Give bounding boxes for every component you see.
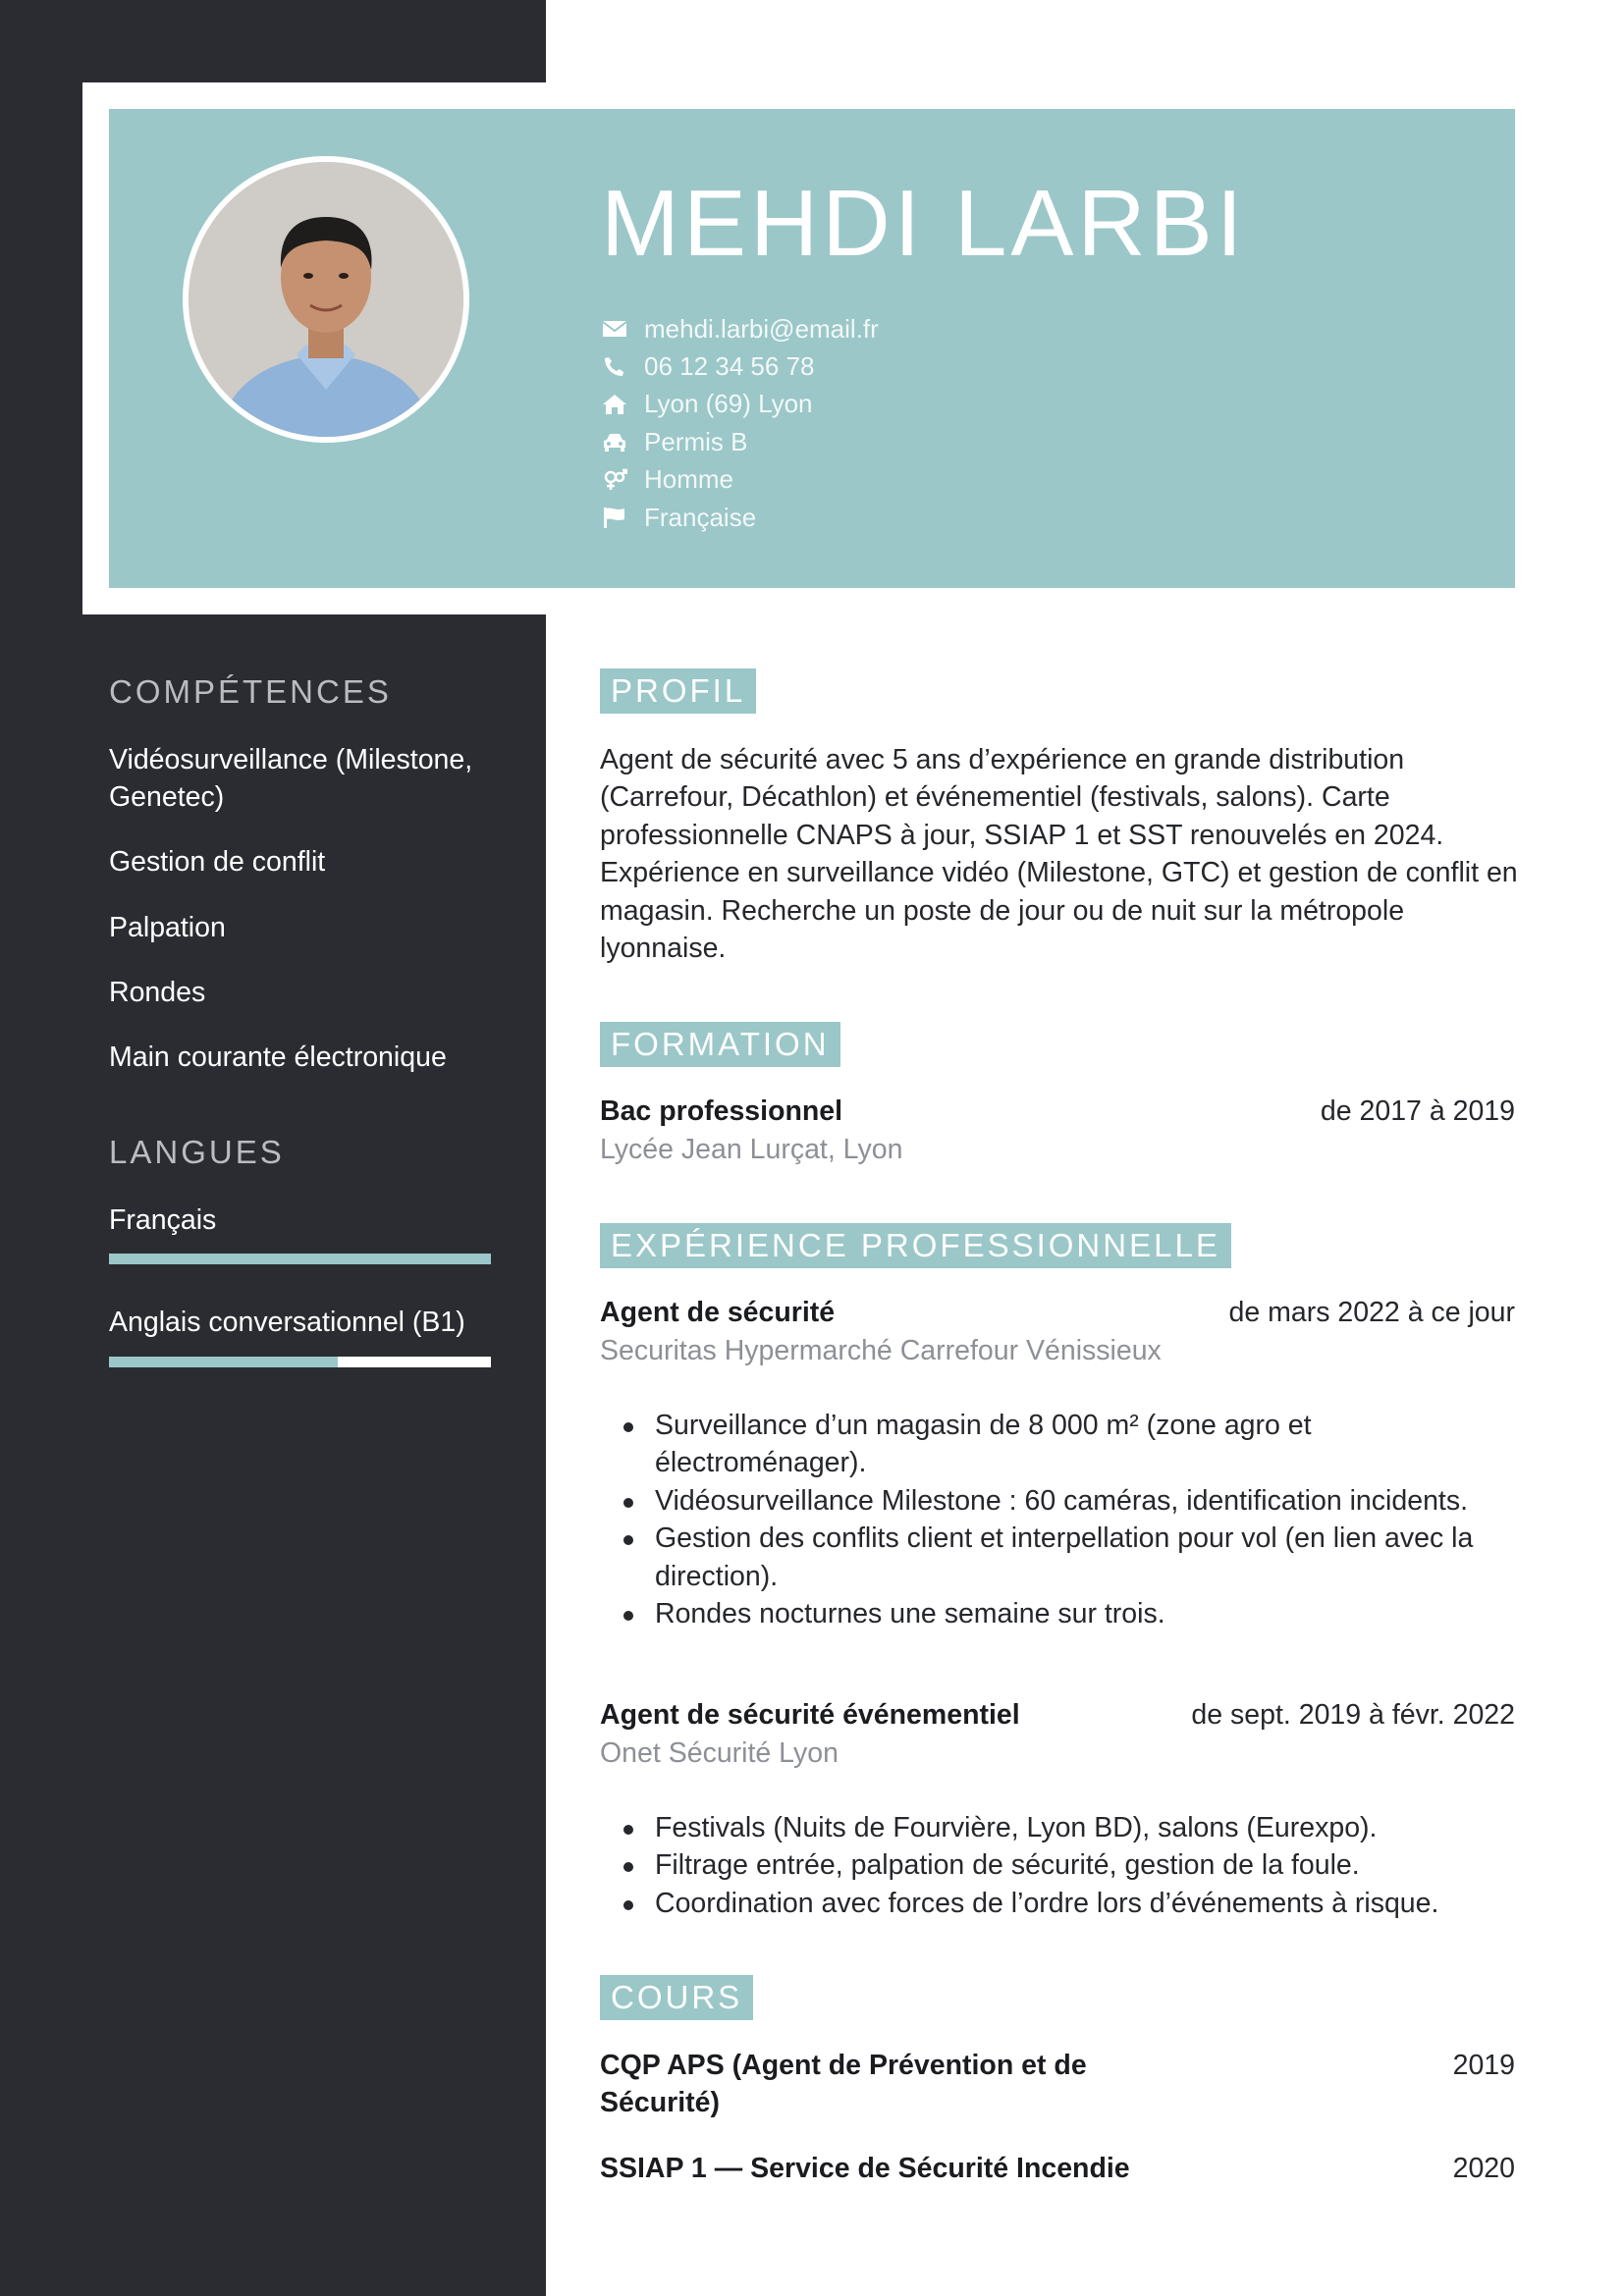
course-year: 2020 bbox=[1452, 2153, 1515, 2184]
contact-phone-text: 06 12 34 56 78 bbox=[644, 351, 815, 382]
bullet-item bbox=[600, 1407, 1523, 1482]
experience-role: Agent de sécurité bbox=[600, 1297, 836, 1328]
contact-license-text: Permis B bbox=[644, 426, 748, 456]
gender-icon bbox=[601, 467, 628, 493]
section-title-courses: COURS bbox=[600, 1975, 753, 2020]
bullet-text: Vidéosurveillance Milestone : 60 caméras, identification incidents. bbox=[655, 1484, 1469, 1517]
contact-nationality bbox=[601, 499, 879, 536]
bullet-item bbox=[600, 1809, 1523, 1846]
experience-company: Onet Sécurité Lyon bbox=[600, 1737, 839, 1769]
contact-license bbox=[601, 423, 879, 460]
bullet-text: Rondes nocturnes une semaine sur trois. bbox=[655, 1598, 1165, 1630]
experience-dates: de mars 2022 à ce jour bbox=[1228, 1297, 1515, 1328]
education-degree: Bac professionnel bbox=[600, 1095, 843, 1127]
experience-dates: de sept. 2019 à févr. 2022 bbox=[1191, 1699, 1515, 1731]
education-dates: de 2017 à 2019 bbox=[1320, 1095, 1515, 1127]
contact-gender bbox=[601, 461, 879, 499]
bullet-dot bbox=[623, 1900, 633, 1910]
language-level-bar bbox=[109, 1357, 491, 1367]
skill-item: Rondes bbox=[109, 977, 206, 1008]
skill-item: Gestion de conflit bbox=[109, 846, 326, 878]
profile-text: Agent de sécurité avec 5 ans d’expérience en grande distribution (Carrefour, Décathlon) et événementiel (festivals, salons). Carte professionnelle CNAPS à jour, SSIAP 1 et SST renouvelés en 2024. Expérience en surveillance vidéo (Milestone, GTC) et gestion de conflit en magasin. Recherche un poste de jour ou de nuit sur la métropole lyonnaise. bbox=[600, 744, 1518, 965]
contact-nationality-text: Française bbox=[644, 502, 757, 532]
bullet-text: Filtrage entrée, palpation de sécurité, gestion de la foule. bbox=[655, 1849, 1360, 1882]
section-title-education: FORMATION bbox=[600, 1022, 840, 1067]
contact-address bbox=[601, 386, 879, 423]
skill-item: Main courante électronique bbox=[109, 1041, 447, 1073]
experience-bullets bbox=[600, 1809, 1523, 1922]
experience-company: Securitas Hypermarché Carrefour Vénissieux bbox=[600, 1335, 1162, 1366]
portrait-image bbox=[189, 162, 463, 437]
section-title-profile: PROFIL bbox=[600, 668, 756, 714]
bullet-dot bbox=[623, 1422, 633, 1432]
flag-icon bbox=[601, 505, 628, 530]
language-item: Français bbox=[109, 1204, 217, 1236]
profile-photo bbox=[183, 156, 469, 443]
bullet-dot bbox=[623, 1611, 633, 1621]
skill-item: Vidéosurveillance (Milestone, Genetec) bbox=[109, 744, 473, 813]
language-item: Anglais conversationnel (B1) bbox=[109, 1307, 465, 1338]
car-icon bbox=[601, 429, 628, 454]
experience-bullets bbox=[600, 1407, 1523, 1632]
skill-item: Palpation bbox=[109, 912, 226, 943]
bullet-item bbox=[600, 1595, 1523, 1632]
bullet-item bbox=[600, 1482, 1523, 1520]
bullet-dot bbox=[623, 1498, 633, 1508]
languages-title: LANGUES bbox=[109, 1134, 285, 1170]
bullet-item bbox=[600, 1846, 1523, 1884]
experience-role: Agent de sécurité événementiel bbox=[600, 1699, 1020, 1731]
language-level-fill bbox=[109, 1254, 491, 1264]
bullet-dot bbox=[623, 1862, 633, 1872]
envelope-icon bbox=[601, 316, 628, 342]
skills-title: COMPÉTENCES bbox=[109, 673, 392, 710]
contact-email bbox=[601, 310, 879, 347]
candidate-name: MEHDI LARBI bbox=[601, 171, 1247, 276]
bullet-dot bbox=[623, 1825, 633, 1835]
bullet-dot bbox=[623, 1535, 633, 1545]
contact-address-text: Lyon (69) Lyon bbox=[644, 389, 813, 419]
contact-email-text: mehdi.larbi@email.fr bbox=[644, 313, 879, 344]
home-icon bbox=[601, 392, 628, 417]
language-level-fill bbox=[109, 1357, 338, 1367]
language-level-bar bbox=[109, 1254, 491, 1264]
course-name: CQP APS (Agent de Prévention et de Sécurité) bbox=[600, 2050, 1087, 2119]
section-title-experience: EXPÉRIENCE PROFESSIONNELLE bbox=[600, 1223, 1231, 1268]
contact-list bbox=[601, 310, 879, 536]
education-school: Lycée Jean Lurçat, Lyon bbox=[600, 1134, 903, 1165]
bullet-text: Coordination avec forces de l’ordre lors d’événements à risque. bbox=[655, 1887, 1439, 1919]
bullet-text: Gestion des conflits client et interpellation pour vol (en lien avec la direction). bbox=[655, 1522, 1474, 1592]
bullet-item bbox=[600, 1520, 1523, 1595]
bullet-text: Surveillance d’un magasin de 8 000 m² (zone agro et électroménager). bbox=[655, 1410, 1312, 1479]
bullet-text: Festivals (Nuits de Fourvière, Lyon BD), salons (Eurexpo). bbox=[655, 1812, 1378, 1843]
contact-gender-text: Homme bbox=[644, 464, 734, 495]
bullet-item bbox=[600, 1885, 1523, 1922]
contact-phone bbox=[601, 347, 879, 385]
phone-icon bbox=[601, 354, 628, 380]
course-year: 2019 bbox=[1452, 2050, 1515, 2081]
course-name: SSIAP 1 — Service de Sécurité Incendie bbox=[600, 2153, 1130, 2184]
